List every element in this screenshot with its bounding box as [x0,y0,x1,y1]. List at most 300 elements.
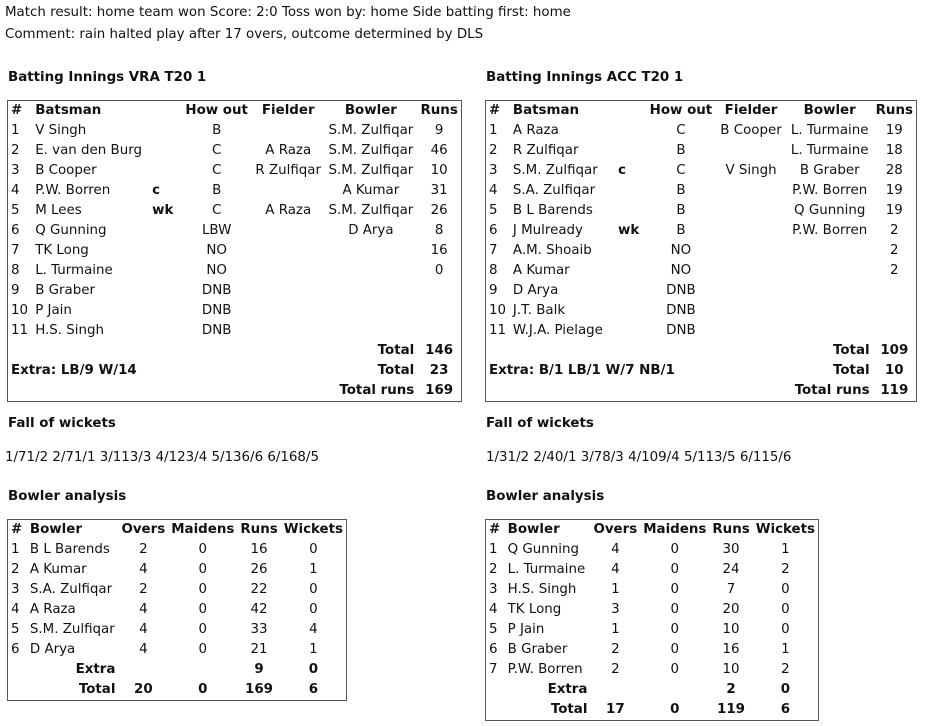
bowler-overs: 3 [611,602,620,617]
bowler-number: 7 [489,662,498,677]
total-runs-value: 169 [425,383,454,398]
match-result-line: Match result: home team won Score: 2:0 Toss won by: home Side batting first: home [5,5,571,20]
bowler-name: A Kumar [29,562,87,577]
total-overs: 20 [134,682,153,697]
bowler-overs: 2 [139,582,148,597]
fielder-name: V Singh [725,163,777,178]
batsman-name: TK Long [35,243,89,258]
fielder-name [715,241,787,261]
extras-total-label: Total [377,363,415,378]
bowler-wickets: 1 [781,642,790,657]
batsman-runs [873,301,917,321]
batting-row [486,121,917,141]
batsman-runs: 26 [430,203,448,218]
fielder-name [715,201,787,221]
col-overs: Overs [593,522,638,537]
col-wickets: Wickets [755,522,815,537]
how-out: NO [670,263,692,278]
total-maidens: 0 [670,702,680,717]
bowler-analysis-title: Bowler analysis [8,489,127,504]
batting-row [8,181,462,201]
batsman-runs [873,281,917,301]
col-runs: Runs [875,103,913,118]
total-maidens: 0 [198,682,208,697]
batsman-number: 6 [11,223,20,238]
batsman-name: J.T. Balk [512,303,566,318]
batsman-runs [417,321,461,341]
how-out: C [211,203,222,218]
how-out: DNB [666,303,696,318]
how-out: DNB [201,323,232,338]
fielder-name [715,281,787,301]
bowler-name: B Graber [507,642,568,657]
bowler-name: P.W. Borren [507,662,583,677]
extras-total-value: 10 [884,363,904,378]
extra-label: Extra [75,662,116,677]
fielder-name [715,181,787,201]
batsman-role [149,261,181,281]
batting-row [8,321,462,341]
batsman-name: A Kumar [512,263,570,278]
batsman-name: Q Gunning [35,223,107,238]
bowler-runs: 33 [250,622,268,637]
total-overs: 17 [606,702,625,717]
bowling-row [8,580,347,600]
bowler-number: 4 [489,602,498,617]
batting-row [486,261,917,281]
batsman-role [149,161,181,181]
batsman-role [615,121,647,141]
bowling-extra-row [486,680,819,700]
total-runs-label: Total runs [794,383,870,398]
batting-row [8,201,462,221]
fielder-name [715,221,787,241]
batsman-number: 7 [489,243,498,258]
batsman-role [615,241,647,261]
bowler-overs: 4 [611,562,620,577]
bowler-maidens: 0 [198,622,208,637]
batsman-number: 11 [11,323,29,338]
batsman-name: D Arya [512,283,559,298]
spacer [486,700,505,721]
bowler-name: H.S. Singh [507,582,577,597]
batsman-role: wk [618,223,640,238]
extra-wickets: 0 [780,682,791,697]
total-label: Total [377,343,415,358]
bowling-row [486,560,819,580]
spacer [590,680,640,700]
batsman-runs: 16 [430,243,448,258]
batting-row [486,241,917,261]
batsman-role [149,321,181,341]
bowling-row [8,640,347,660]
extra-label: Extra [547,682,588,697]
col-bowler: Bowler [344,103,397,118]
bowler-number: 5 [11,622,20,637]
batsman-runs: 2 [890,263,899,278]
col-fielder: Fielder [724,103,778,118]
batsman-number: 4 [489,183,498,198]
bowler-wickets: 0 [309,582,318,597]
col-bowler: Bowler [507,522,560,537]
total-label: Total [78,682,116,697]
bowler-maidens: 0 [198,602,208,617]
batsman-number: 3 [489,163,498,178]
bowler-name: S.M. Zulfiqar [29,622,115,637]
bowler-name [325,261,418,281]
batsman-role [149,301,181,321]
extras-row [8,361,462,381]
col-bowler: Bowler [29,522,82,537]
extras-row [486,361,917,381]
batsman-name: B Graber [35,283,95,298]
batting-row [486,321,917,341]
col-role [149,101,181,122]
bowling-row [486,580,819,600]
bowler-overs: 2 [611,662,620,677]
batsman-number: 2 [489,143,498,158]
bowler-maidens: 0 [198,562,208,577]
batting-innings-title: Batting Innings VRA T20 1 [8,70,207,85]
match-comment-line: Comment: rain halted play after 17 overs, outcome determined by DLS [5,27,484,42]
batsman-runs: 8 [434,223,444,238]
spacer [486,381,787,402]
bowler-number: 2 [11,562,20,577]
fielder-name [252,221,325,241]
bowling-row [486,540,819,560]
col-how-out: How out [185,103,248,118]
batsman-number: 5 [11,203,20,218]
batsman-name: A Raza [512,123,559,138]
bowler-runs: 22 [250,582,268,597]
bowler-overs: 4 [611,542,620,557]
fielder-name [252,181,325,201]
batsman-role: c [152,183,161,198]
bowling-total-row [486,700,819,721]
batsman-number: 11 [489,323,507,338]
batsman-number: 8 [489,263,498,278]
bowler-name: D Arya [29,642,76,657]
batsman-runs: 10 [430,163,448,178]
col-maidens: Maidens [171,522,235,537]
how-out: B [212,123,222,138]
bowler-wickets: 1 [309,642,318,657]
col-maidens: Maidens [643,522,707,537]
bowler-name: P Jain [507,622,545,637]
bowler-runs: 30 [722,542,740,557]
spacer [8,381,325,402]
bowler-name: TK Long [507,602,562,617]
how-out: B [212,183,222,198]
bowler-maidens: 0 [670,542,680,557]
batsman-number: 7 [11,243,20,258]
batting-innings-title: Batting Innings ACC T20 1 [486,70,684,85]
bowler-number: 5 [489,622,498,637]
bowler-wickets: 4 [309,622,318,637]
bowler-name [325,241,418,261]
bowler-runs: 42 [250,602,268,617]
batsman-runs [873,321,917,341]
bowler-maidens: 0 [198,642,208,657]
bowler-name [787,261,873,281]
batting-row [8,161,462,181]
bowling-row [486,640,819,660]
spacer [8,660,27,680]
how-out: NO [206,243,227,258]
bowling-row [486,660,819,680]
batting-header-row [486,101,917,122]
batsman-name: L. Turmaine [35,263,113,278]
fielder-name [252,281,325,301]
batting-row [486,221,917,241]
batting-row [8,281,462,301]
batsman-role [149,281,181,301]
batsman-role: c [618,163,626,178]
extra-runs: 9 [254,662,264,677]
batsman-name: H.S. Singh [35,323,104,338]
col-number: # [489,103,501,118]
how-out: DNB [201,303,232,318]
batsman-role [149,121,181,141]
how-out: LBW [201,223,232,238]
batting-row [486,161,917,181]
fielder-name: R Zulfiqar [255,163,322,178]
fielder-name [252,301,325,321]
bowler-overs: 4 [139,602,148,617]
bowler-overs: 2 [611,642,620,657]
total-runs: 169 [245,682,273,697]
bowler-maidens: 0 [670,642,680,657]
fall-of-wickets-list: 1/71/2 2/71/1 3/113/3 4/123/4 5/136/6 6/168/5 [5,450,319,465]
total-label: Total [550,702,588,717]
fall-of-wickets-title: Fall of wickets [8,416,116,431]
batsman-number: 8 [11,263,20,278]
bowler-name: P.W. Borren [792,223,868,238]
bowling-row [8,560,347,580]
bowler-wickets: 0 [309,542,318,557]
bowler-maidens: 0 [670,662,680,677]
bowler-name [787,241,873,261]
fielder-name [252,121,325,141]
bowler-wickets: 2 [781,562,790,577]
extras-detail: Extra: LB/9 W/14 [11,363,137,378]
col-number: # [11,522,23,537]
bowler-wickets: 0 [781,602,790,617]
batsman-role [615,301,647,321]
total-value: 109 [880,343,909,358]
bowler-name: Q Gunning [507,542,579,557]
bowler-name: A Raza [29,602,76,617]
col-how-out: How out [649,103,713,118]
batting-row [8,141,462,161]
bowler-name: S.M. Zulfiqar [328,123,414,138]
bowler-name: S.M. Zulfiqar [328,143,414,158]
total-label: Total [833,343,870,358]
bowler-name: P.W. Borren [792,183,868,198]
batsman-runs [417,301,461,321]
batsman-runs: 28 [885,163,903,178]
how-out: C [676,123,686,138]
batsman-name: P Jain [35,303,72,318]
bowler-name [325,301,418,321]
fielder-name [252,261,325,281]
how-out: NO [206,263,227,278]
bowling-row [486,600,819,620]
batsman-name: A.M. Shoaib [512,243,592,258]
bowling-header-row [486,520,819,541]
bowler-wickets: 0 [309,602,318,617]
col-number: # [11,103,23,118]
fielder-name: B Cooper [720,123,782,138]
batsman-role [149,221,181,241]
extras-detail: Extra: B/1 LB/1 W/7 NB/1 [489,363,675,378]
batsman-number: 2 [11,143,20,158]
batsman-number: 1 [489,123,498,138]
total-wickets: 6 [308,682,319,697]
spacer [118,660,168,680]
batsman-name: M Lees [35,203,82,218]
extra-wickets: 0 [308,662,319,677]
batsman-runs: 2 [890,223,899,238]
spacer [8,680,27,701]
batting-row [8,301,462,321]
batsman-role [615,281,647,301]
how-out: C [211,143,222,158]
bowler-name: D Arya [348,223,394,238]
bowler-runs: 16 [250,542,268,557]
bowler-wickets: 1 [309,562,318,577]
batsman-runs: 31 [430,183,448,198]
bowler-runs: 7 [726,582,736,597]
how-out: C [676,163,686,178]
bowler-name: Q Gunning [794,203,866,218]
col-overs: Overs [121,522,166,537]
bowler-name: S.M. Zulfiqar [328,203,414,218]
batsman-role [615,181,647,201]
batsman-name: P.W. Borren [35,183,111,198]
bowler-name: A Kumar [342,183,400,198]
bowling-table [485,519,819,721]
bowler-name: L. Turmaine [790,143,869,158]
how-out: DNB [201,283,232,298]
bowler-name [787,301,873,321]
bowling-table [7,519,347,701]
col-number: # [489,522,501,537]
col-batsman: Batsman [512,103,580,118]
batsman-number: 4 [11,183,20,198]
batsman-role [615,201,647,221]
spacer [486,680,505,700]
col-runs: Runs [420,103,458,118]
batsman-name: B L Barends [512,203,593,218]
bowler-name [325,321,418,341]
batsman-name: R Zulfiqar [512,143,579,158]
fielder-name: A Raza [265,203,312,218]
batsman-runs: 2 [890,243,899,258]
bowler-runs: 20 [722,602,740,617]
bowling-row [8,540,347,560]
bowler-maidens: 0 [670,562,680,577]
bowler-name [787,281,873,301]
batsman-runs: 19 [885,183,903,198]
total-runs-row [486,381,917,402]
spacer [486,341,787,361]
how-out: NO [670,243,692,258]
bowler-maidens: 0 [198,542,208,557]
bowler-number: 1 [11,542,20,557]
col-fielder: Fielder [261,103,315,118]
bowler-wickets: 1 [781,542,790,557]
batsman-role: wk [152,203,174,218]
batsman-role [149,241,181,261]
batsman-name: V Singh [35,123,87,138]
bowler-maidens: 0 [198,582,208,597]
total-runs-value: 119 [880,383,909,398]
batting-total-row [486,341,917,361]
batsman-runs [417,281,461,301]
bowler-runs: 24 [722,562,740,577]
how-out: B [676,183,686,198]
batsman-number: 9 [11,283,20,298]
batsman-number: 1 [11,123,20,138]
batsman-number: 9 [489,283,498,298]
bowler-wickets: 0 [781,582,790,597]
how-out: B [676,143,686,158]
batsman-runs: 18 [885,143,903,158]
bowler-runs: 10 [722,662,740,677]
bowling-extra-row [8,660,347,680]
extras-total-value: 23 [429,363,449,378]
batting-row [486,181,917,201]
bowler-name: B L Barends [29,542,110,557]
bowler-maidens: 0 [670,622,680,637]
fielder-name [252,241,325,261]
bowler-runs: 16 [722,642,740,657]
batsman-runs: 46 [430,143,448,158]
bowler-overs: 4 [139,622,148,637]
batting-table [7,100,462,402]
col-role [615,101,647,122]
batsman-runs: 9 [434,123,444,138]
col-wickets: Wickets [283,522,343,537]
bowler-runs: 21 [250,642,268,657]
fall-of-wickets-list: 1/31/2 2/40/1 3/78/3 4/109/4 5/113/5 6/115/6 [486,450,792,465]
bowler-number: 6 [11,642,20,657]
fielder-name [715,321,787,341]
total-runs-label: Total runs [339,383,415,398]
spacer [8,341,325,361]
how-out: B [676,203,686,218]
extra-runs: 2 [726,682,736,697]
how-out: B [676,223,686,238]
fielder-name [715,301,787,321]
bowler-number: 6 [489,642,498,657]
bowler-name [325,281,418,301]
col-runs: Runs [240,522,278,537]
batting-row [8,221,462,241]
batsman-role [615,261,647,281]
batting-table [485,100,917,402]
how-out: C [211,163,222,178]
bowler-number: 1 [489,542,498,557]
total-runs-row [8,381,462,402]
col-runs: Runs [712,522,750,537]
batting-row [8,261,462,281]
batsman-number: 10 [489,303,507,318]
batsman-role [615,321,647,341]
bowler-name: L. Turmaine [790,123,869,138]
fielder-name: A Raza [265,143,312,158]
